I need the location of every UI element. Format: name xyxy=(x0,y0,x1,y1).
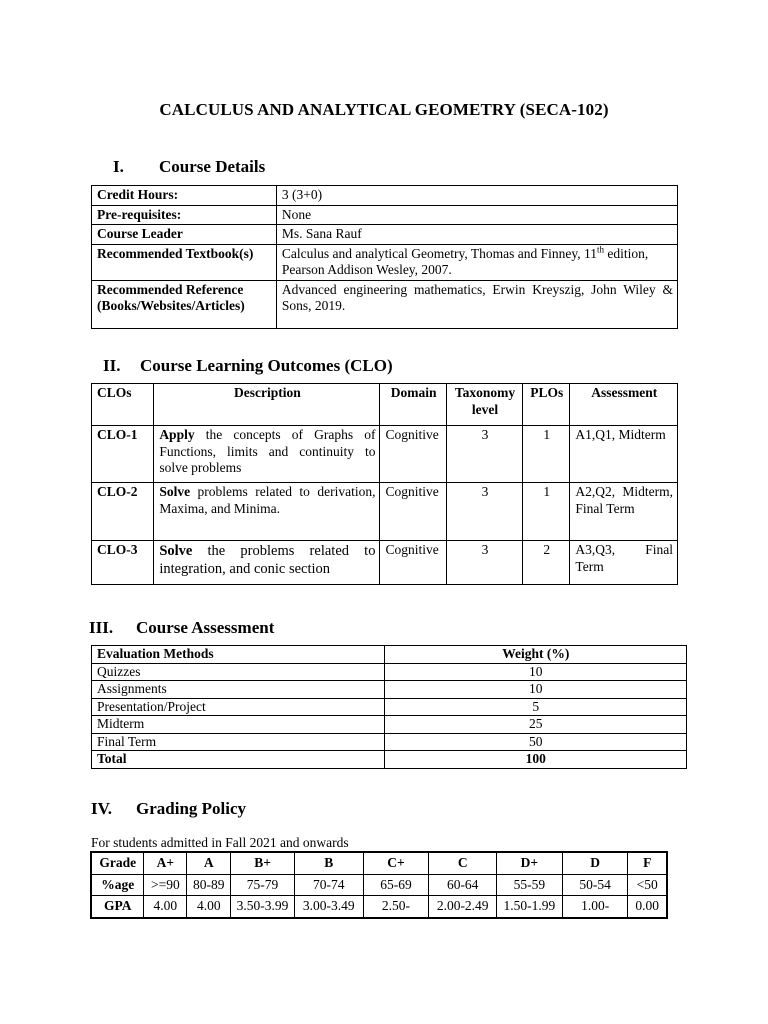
percentage-cell: >=90 xyxy=(144,874,187,896)
clo-description xyxy=(154,483,380,541)
clo-taxonomy: 3 xyxy=(446,541,522,585)
clo-verb: Apply xyxy=(159,427,195,442)
evaluation-method: Assignments xyxy=(92,681,385,699)
grade-cell: D+ xyxy=(497,852,563,874)
prerequisites-value: None xyxy=(276,205,677,225)
percentage-cell: 55-59 xyxy=(497,874,563,896)
prerequisites-label: Pre-requisites: xyxy=(92,205,277,225)
table-row xyxy=(92,483,678,541)
percentage-cell: 60-64 xyxy=(429,874,497,896)
table-row xyxy=(92,698,687,716)
credit-hours-value: 3 (3+0) xyxy=(276,186,677,206)
table-total-row xyxy=(92,751,687,769)
table-row xyxy=(92,280,678,328)
column-header: Weight (%) xyxy=(384,646,686,664)
percentage-cell: 80-89 xyxy=(187,874,231,896)
gpa-cell: 1.50-1.99 xyxy=(497,896,563,918)
table-row xyxy=(92,244,678,280)
course-details-table xyxy=(91,185,678,329)
section-heading-clo xyxy=(103,356,393,376)
clo-taxonomy: 3 xyxy=(446,426,522,483)
percentage-cell: 75-79 xyxy=(231,874,295,896)
table-row xyxy=(92,716,687,734)
evaluation-weight: 5 xyxy=(384,698,686,716)
table-row xyxy=(92,225,678,245)
table-row xyxy=(92,541,678,585)
textbook-value xyxy=(276,244,677,280)
grade-cell: D xyxy=(562,852,628,874)
clo-id: CLO-2 xyxy=(92,483,154,541)
evaluation-weight: 10 xyxy=(384,681,686,699)
grade-cell: B xyxy=(294,852,363,874)
clo-assessment: A1,Q1, Midterm xyxy=(570,426,678,483)
column-header: Taxonomy level xyxy=(446,384,522,426)
textbook-label: Recommended Textbook(s) xyxy=(92,244,277,280)
section-heading-grading xyxy=(91,799,246,819)
total-value: 100 xyxy=(384,751,686,769)
table-row xyxy=(92,733,687,751)
clo-description xyxy=(154,541,380,585)
percentage-cell: 70-74 xyxy=(294,874,363,896)
clo-plos: 1 xyxy=(523,426,570,483)
section-heading-course-details xyxy=(113,157,265,177)
table-header-row xyxy=(92,646,687,664)
percentage-cell: 50-54 xyxy=(562,874,628,896)
table-row xyxy=(92,205,678,225)
section-title: Course Assessment xyxy=(136,618,275,637)
clo-domain: Cognitive xyxy=(380,483,446,541)
reference-label: Recommended Reference (Books/Websites/Articles) xyxy=(92,280,277,328)
textbook-superscript: th xyxy=(596,244,604,254)
course-leader-label: Course Leader xyxy=(92,225,277,245)
section-title: Course Details xyxy=(159,157,266,176)
clo-text: the concepts of Graphs of Functions, limits and continuity to solve problems xyxy=(159,427,376,475)
reference-value: Advanced engineering mathematics, Erwin Kreyszig, John Wiley & Sons, 2019. xyxy=(276,280,677,328)
document-title: CALCULUS AND ANALYTICAL GEOMETRY (SECA-102) xyxy=(159,100,609,119)
clo-domain: Cognitive xyxy=(380,426,446,483)
clo-id: CLO-1 xyxy=(92,426,154,483)
evaluation-method: Presentation/Project xyxy=(92,698,385,716)
clo-taxonomy: 3 xyxy=(446,483,522,541)
table-header-row xyxy=(92,384,678,426)
section-title: Course Learning Outcomes (CLO) xyxy=(140,356,393,375)
clo-assessment: A2,Q2, Midterm, Final Term xyxy=(570,483,678,541)
clo-text: problems related to derivation, Maxima, and Minima. xyxy=(159,484,376,516)
gpa-cell: 2.00-2.49 xyxy=(429,896,497,918)
grading-table xyxy=(90,851,668,919)
grade-cell: F xyxy=(628,852,667,874)
grading-note: For students admitted in Fall 2021 and onwards xyxy=(91,835,349,850)
section-number: IV. xyxy=(91,799,112,818)
percentage-cell: <50 xyxy=(628,874,667,896)
evaluation-method: Quizzes xyxy=(92,663,385,681)
column-header: Assessment xyxy=(570,384,678,426)
table-row xyxy=(92,663,687,681)
grade-cell: B+ xyxy=(231,852,295,874)
clo-verb: Solve xyxy=(159,543,193,559)
gpa-cell: 4.00 xyxy=(144,896,187,918)
grade-cell: C+ xyxy=(363,852,429,874)
grade-cell: A xyxy=(187,852,231,874)
grade-cell: A+ xyxy=(144,852,187,874)
section-title: Grading Policy xyxy=(136,799,247,818)
evaluation-weight: 25 xyxy=(384,716,686,734)
column-header: Domain xyxy=(380,384,446,426)
credit-hours-label: Credit Hours: xyxy=(92,186,277,206)
gpa-cell: 3.50-3.99 xyxy=(231,896,295,918)
clo-table xyxy=(91,383,678,585)
table-row xyxy=(92,426,678,483)
evaluation-method: Midterm xyxy=(92,716,385,734)
section-number: I. xyxy=(113,157,124,176)
gpa-row xyxy=(91,896,667,918)
column-header: Evaluation Methods xyxy=(92,646,385,664)
row-label-percentage: %age xyxy=(91,874,144,896)
clo-id: CLO-3 xyxy=(92,541,154,585)
column-header: CLOs xyxy=(92,384,154,426)
textbook-text-b: edition, Pearson Addison Wesley, 2007. xyxy=(281,245,649,277)
clo-assessment: A3,Q3, Final Term xyxy=(570,541,678,585)
table-row xyxy=(92,186,678,206)
row-label-gpa: GPA xyxy=(91,896,144,918)
row-label-grade: Grade xyxy=(91,852,144,874)
column-header: PLOs xyxy=(523,384,570,426)
evaluation-weight: 10 xyxy=(384,663,686,681)
clo-text: the problems related to integration, and conic section xyxy=(159,543,376,577)
grade-row xyxy=(91,852,667,874)
section-number: II. xyxy=(103,356,121,375)
grade-cell: C xyxy=(429,852,497,874)
total-label: Total xyxy=(92,751,385,769)
percentage-row xyxy=(91,874,667,896)
section-heading-assessment xyxy=(89,618,274,638)
clo-description xyxy=(154,426,380,483)
clo-domain: Cognitive xyxy=(380,541,446,585)
clo-plos: 2 xyxy=(523,541,570,585)
assessment-table xyxy=(91,645,687,769)
textbook-text-a: Calculus and analytical Geometry, Thomas and Finney, 11 xyxy=(281,245,597,261)
evaluation-weight: 50 xyxy=(384,733,686,751)
gpa-cell: 1.00- xyxy=(562,896,628,918)
clo-plos: 1 xyxy=(523,483,570,541)
column-header: Description xyxy=(154,384,380,426)
table-row xyxy=(92,681,687,699)
percentage-cell: 65-69 xyxy=(363,874,429,896)
section-number: III. xyxy=(89,618,114,637)
clo-verb: Solve xyxy=(159,484,191,499)
evaluation-method: Final Term xyxy=(92,733,385,751)
gpa-cell: 3.00-3.49 xyxy=(294,896,363,918)
gpa-cell: 4.00 xyxy=(187,896,231,918)
gpa-cell: 2.50- xyxy=(363,896,429,918)
course-leader-value: Ms. Sana Rauf xyxy=(276,225,677,245)
gpa-cell: 0.00 xyxy=(628,896,667,918)
